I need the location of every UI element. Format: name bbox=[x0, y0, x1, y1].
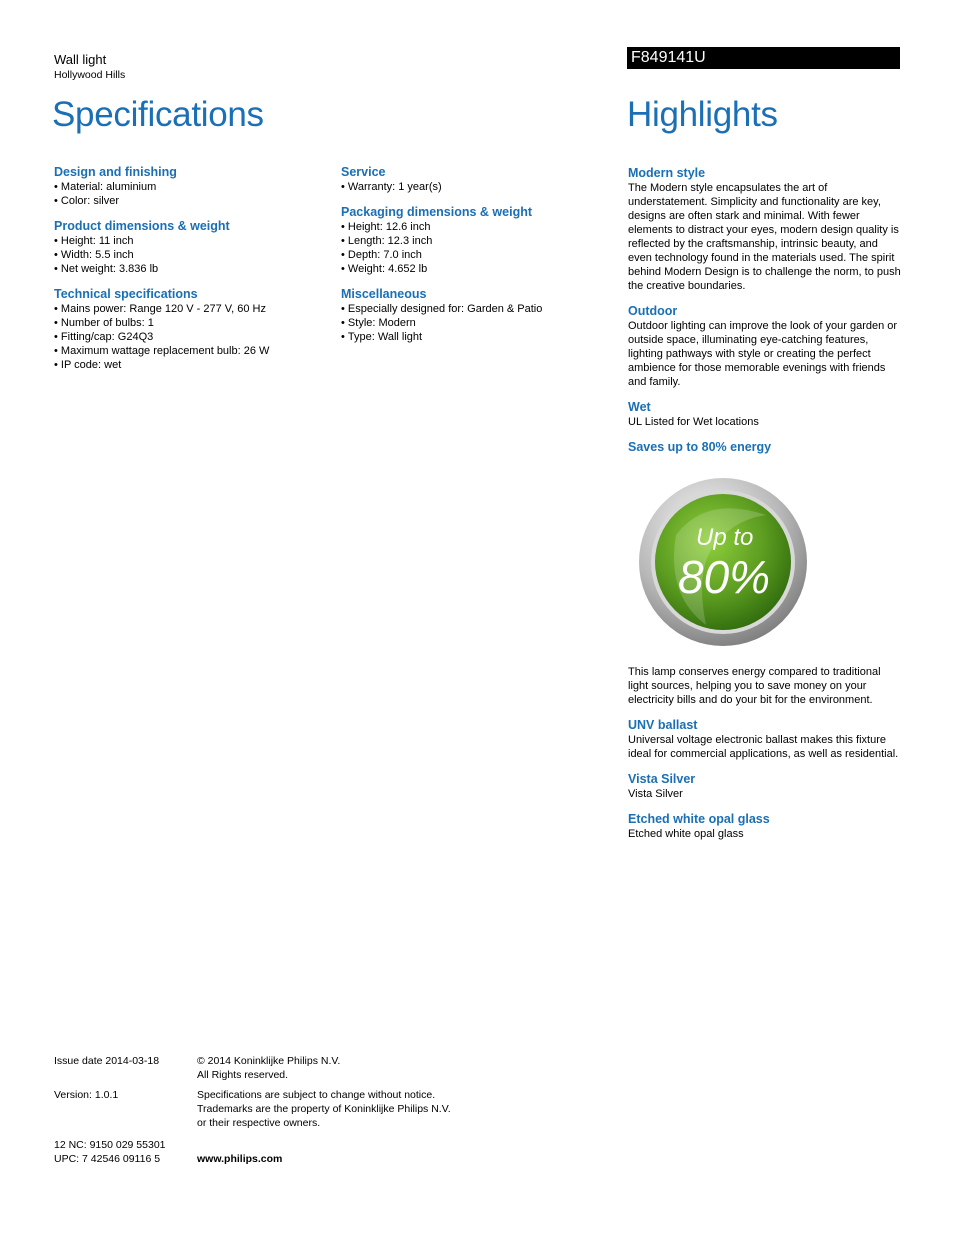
highlight-title: Modern style bbox=[628, 166, 706, 180]
footer-trademark: Trademarks are the property of Koninklijke Philips N.V. bbox=[197, 1103, 451, 1115]
specs-right-column bbox=[341, 164, 611, 354]
spec-list bbox=[54, 302, 324, 372]
spec-section-title: Design and finishing bbox=[54, 165, 177, 179]
spec-item: • Net weight: 3.836 lb bbox=[54, 262, 324, 276]
spec-item: • Height: 11 inch bbox=[54, 234, 324, 248]
highlight-item bbox=[628, 717, 903, 761]
spec-item: • Length: 12.3 inch bbox=[341, 234, 611, 248]
spec-item: • Weight: 4.652 lb bbox=[341, 262, 611, 276]
spec-item: • Number of bulbs: 1 bbox=[54, 316, 324, 330]
footer-rights: All Rights reserved. bbox=[197, 1069, 289, 1081]
website-link[interactable]: www.philips.com bbox=[197, 1153, 283, 1165]
spec-item: • Fitting/cap: G24Q3 bbox=[54, 330, 324, 344]
spec-section-title: Service bbox=[341, 165, 386, 179]
highlight-text: Universal voltage electronic ballast makes this fixture ideal for commercial applications, as well as residential. bbox=[628, 734, 899, 760]
product-name: Hollywood Hills bbox=[54, 69, 126, 81]
badge-line2: 80% bbox=[678, 551, 771, 603]
footer-website bbox=[197, 1152, 282, 1166]
spec-item: • Especially designed for: Garden & Patio bbox=[341, 302, 611, 316]
spec-item: • IP code: wet bbox=[54, 358, 324, 372]
spec-section bbox=[341, 204, 611, 276]
spec-list bbox=[341, 302, 611, 344]
highlight-item bbox=[628, 165, 903, 293]
footer-owners: or their respective owners. bbox=[197, 1117, 321, 1129]
spec-section bbox=[341, 286, 611, 344]
highlight-text: The Modern style encapsulates the art of understatement. Simplicity and functionality are key, designs are often stark and minimal. With fewer elements to distract your eyes, modern design quality is reflected by the craftsmanship, intrinsic beauty, and even technology found in the materials used. The spirit behind Modern Design is to challenge the norm, to push the creative boundaries. bbox=[628, 182, 901, 292]
specs-left-column bbox=[54, 164, 324, 382]
footer-notice: Specifications are subject to change without notice. bbox=[197, 1089, 436, 1101]
highlight-text: Outdoor lighting can improve the look of your garden or outside space, illuminating eye-catching features, lighting pathways with style or creating the perfect ambience for those memorable evenings with friends and family. bbox=[628, 320, 898, 388]
spec-item: • Height: 12.6 inch bbox=[341, 220, 611, 234]
spec-section bbox=[54, 218, 324, 276]
spec-section-title: Product dimensions & weight bbox=[54, 219, 230, 233]
product-code-bar: F849141U bbox=[627, 47, 900, 69]
highlights-bottom bbox=[628, 665, 903, 851]
highlights-top bbox=[628, 165, 903, 465]
spec-list bbox=[341, 180, 611, 194]
spec-item: • Mains power: Range 120 V - 277 V, 60 Hz bbox=[54, 302, 324, 316]
highlight-text: UL Listed for Wet locations bbox=[628, 416, 759, 428]
highlight-title: Saves up to 80% energy bbox=[628, 440, 772, 454]
highlights-title: Highlights bbox=[627, 95, 778, 134]
energy-saving-badge bbox=[636, 475, 811, 650]
specifications-title: Specifications bbox=[52, 95, 264, 134]
spec-item: • Type: Wall light bbox=[341, 330, 611, 344]
spec-section-title: Technical specifications bbox=[54, 287, 198, 301]
spec-section-title: Packaging dimensions & weight bbox=[341, 205, 533, 219]
highlight-item bbox=[628, 399, 903, 429]
highlight-title: Etched white opal glass bbox=[628, 812, 770, 826]
spec-item: • Material: aluminium bbox=[54, 180, 324, 194]
highlight-title: Wet bbox=[628, 400, 651, 414]
footer-copyright: © 2014 Koninklijke Philips N.V. bbox=[197, 1055, 341, 1067]
highlight-item bbox=[628, 771, 903, 801]
spec-section bbox=[54, 164, 324, 208]
spec-section bbox=[54, 286, 324, 372]
highlight-item bbox=[628, 439, 903, 455]
highlight-title: UNV ballast bbox=[628, 718, 698, 732]
footer-issue-date: Issue date 2014-03-18 bbox=[54, 1055, 160, 1067]
highlight-title: Vista Silver bbox=[628, 772, 696, 786]
highlight-item bbox=[628, 303, 903, 389]
badge-line1: Up to bbox=[696, 524, 754, 551]
highlight-item bbox=[628, 665, 903, 707]
spec-section bbox=[341, 164, 611, 194]
spec-item: • Width: 5.5 inch bbox=[54, 248, 324, 262]
highlight-item bbox=[628, 811, 903, 841]
footer-nc: 12 NC: 9150 029 55301 bbox=[54, 1139, 166, 1151]
product-type: Wall light bbox=[54, 52, 107, 67]
footer-upc: UPC: 7 42546 09116 5 bbox=[54, 1153, 161, 1165]
spec-item: • Maximum wattage replacement bulb: 26 W bbox=[54, 344, 324, 358]
highlight-text: This lamp conserves energy compared to traditional light sources, helping you to save money on your electricity bills and do your bit for the environment. bbox=[628, 666, 881, 706]
spec-item: • Style: Modern bbox=[341, 316, 611, 330]
energy-badge-icon bbox=[636, 475, 811, 650]
highlight-text: Vista Silver bbox=[628, 788, 683, 800]
spec-list bbox=[54, 180, 324, 208]
spec-list bbox=[54, 234, 324, 276]
spec-item: • Warranty: 1 year(s) bbox=[341, 180, 611, 194]
spec-item: • Color: silver bbox=[54, 194, 324, 208]
highlight-title: Outdoor bbox=[628, 304, 678, 318]
spec-item: • Depth: 7.0 inch bbox=[341, 248, 611, 262]
spec-list bbox=[341, 220, 611, 276]
footer-version: Version: 1.0.1 bbox=[54, 1089, 119, 1101]
highlight-text: Etched white opal glass bbox=[628, 828, 744, 840]
spec-section-title: Miscellaneous bbox=[341, 287, 427, 301]
